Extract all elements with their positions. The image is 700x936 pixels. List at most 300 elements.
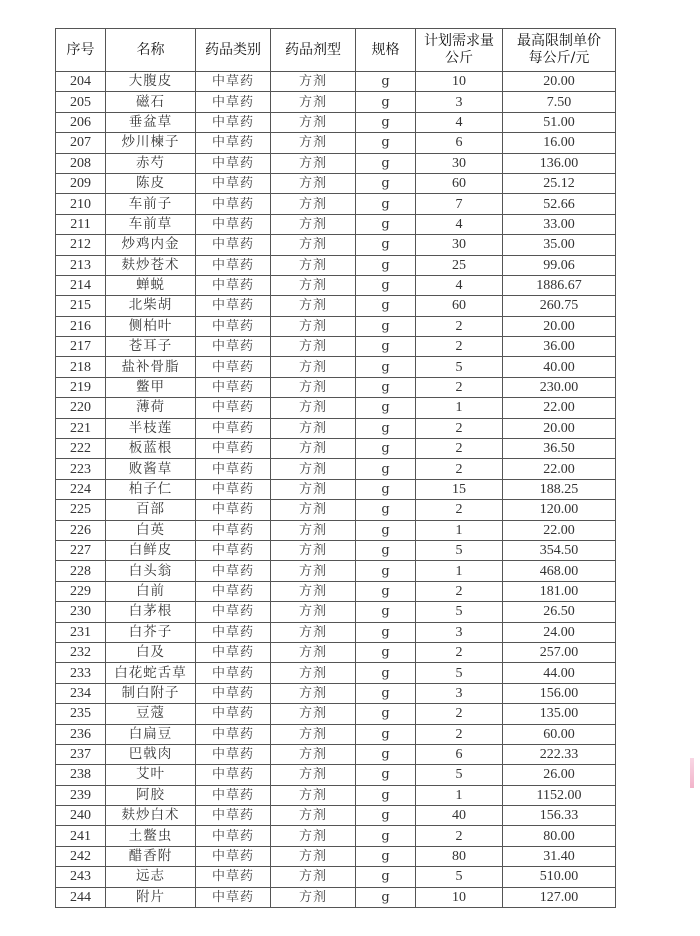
cell-max-price: 230.00 [503,377,616,397]
cell-dosage-form: 方剂 [271,622,356,642]
cell-spec: g [356,459,416,479]
cell-max-price: 31.40 [503,846,616,866]
cell-serial: 206 [56,112,106,132]
header-name [106,29,196,72]
cell-planned-quantity: 2 [416,826,503,846]
cell-planned-quantity: 4 [416,275,503,295]
cell-max-price: 354.50 [503,540,616,560]
cell-serial: 219 [56,377,106,397]
cell-name: 败酱草 [106,459,196,479]
cell-planned-quantity: 7 [416,194,503,214]
cell-name: 磁石 [106,92,196,112]
cell-spec: g [356,826,416,846]
cell-max-price: 135.00 [503,704,616,724]
cell-category: 中草药 [196,581,271,601]
table-row [56,724,616,744]
table-row [56,785,616,805]
cell-planned-quantity: 2 [416,439,503,459]
cell-category: 中草药 [196,214,271,234]
header-dosage-form-label: 药品剂型 [285,41,341,58]
cell-dosage-form: 方剂 [271,133,356,153]
cell-dosage-form: 方剂 [271,173,356,193]
cell-spec: g [356,602,416,622]
cell-dosage-form: 方剂 [271,724,356,744]
table-row [56,867,616,887]
table-row [56,72,616,92]
cell-serial: 217 [56,337,106,357]
table-row [56,214,616,234]
header-dosage-form [271,29,356,72]
cell-category: 中草药 [196,112,271,132]
cell-max-price: 468.00 [503,561,616,581]
cell-serial: 243 [56,867,106,887]
cell-dosage-form: 方剂 [271,826,356,846]
cell-name: 炒川楝子 [106,133,196,153]
cell-dosage-form: 方剂 [271,214,356,234]
cell-name: 制白附子 [106,683,196,703]
cell-name: 车前草 [106,214,196,234]
header-planned-quantity [416,29,503,72]
table-row [56,316,616,336]
cell-category: 中草药 [196,377,271,397]
cell-category: 中草药 [196,479,271,499]
cell-planned-quantity: 5 [416,765,503,785]
cell-planned-quantity: 25 [416,255,503,275]
cell-category: 中草药 [196,683,271,703]
cell-planned-quantity: 3 [416,92,503,112]
cell-category: 中草药 [196,133,271,153]
cell-name: 白芥子 [106,622,196,642]
cell-serial: 238 [56,765,106,785]
cell-serial: 224 [56,479,106,499]
cell-spec: g [356,72,416,92]
cell-name: 垂盆草 [106,112,196,132]
table-row [56,540,616,560]
cell-dosage-form: 方剂 [271,337,356,357]
cell-category: 中草药 [196,316,271,336]
cell-dosage-form: 方剂 [271,683,356,703]
cell-dosage-form: 方剂 [271,785,356,805]
cell-max-price: 40.00 [503,357,616,377]
cell-max-price: 60.00 [503,724,616,744]
cell-dosage-form: 方剂 [271,744,356,764]
cell-serial: 226 [56,520,106,540]
table-row [56,704,616,724]
table-row [56,887,616,907]
table-row [56,602,616,622]
header-max-price-line1: 最高限制单价 [517,33,601,49]
cell-serial: 220 [56,398,106,418]
cell-category: 中草药 [196,867,271,887]
cell-serial: 233 [56,663,106,683]
table-row [56,153,616,173]
cell-max-price: 181.00 [503,581,616,601]
header-serial-label: 序号 [66,41,95,58]
cell-spec: g [356,540,416,560]
cell-name: 远志 [106,867,196,887]
table-row [56,92,616,112]
cell-planned-quantity: 2 [416,500,503,520]
cell-max-price: 36.00 [503,337,616,357]
cell-serial: 241 [56,826,106,846]
cell-category: 中草药 [196,439,271,459]
cell-planned-quantity: 2 [416,377,503,397]
cell-serial: 237 [56,744,106,764]
cell-spec: g [356,785,416,805]
cell-planned-quantity: 4 [416,214,503,234]
cell-serial: 205 [56,92,106,112]
cell-category: 中草药 [196,92,271,112]
cell-category: 中草药 [196,459,271,479]
table-row [56,500,616,520]
cell-spec: g [356,642,416,662]
cell-spec: g [356,255,416,275]
cell-planned-quantity: 4 [416,112,503,132]
table-row [56,846,616,866]
cell-name: 艾叶 [106,765,196,785]
cell-planned-quantity: 5 [416,602,503,622]
header-max-price-line2: 每公斤/元 [528,50,590,66]
cell-name: 侧柏叶 [106,316,196,336]
cell-name: 麸炒苍术 [106,255,196,275]
table-row [56,622,616,642]
cell-name: 麸炒白术 [106,806,196,826]
cell-category: 中草药 [196,418,271,438]
cell-max-price: 22.00 [503,398,616,418]
cell-category: 中草药 [196,275,271,295]
cell-max-price: 222.33 [503,744,616,764]
cell-serial: 242 [56,846,106,866]
cell-dosage-form: 方剂 [271,377,356,397]
cell-category: 中草药 [196,663,271,683]
cell-max-price: 35.00 [503,235,616,255]
cell-spec: g [356,357,416,377]
cell-dosage-form: 方剂 [271,357,356,377]
cell-spec: g [356,765,416,785]
cell-spec: g [356,806,416,826]
cell-planned-quantity: 2 [416,459,503,479]
cell-max-price: 51.00 [503,112,616,132]
cell-max-price: 7.50 [503,92,616,112]
cell-serial: 216 [56,316,106,336]
table-row [56,296,616,316]
cell-name: 阿胶 [106,785,196,805]
cell-name: 苍耳子 [106,337,196,357]
cell-spec: g [356,663,416,683]
cell-serial: 204 [56,72,106,92]
cell-max-price: 156.00 [503,683,616,703]
cell-serial: 218 [56,357,106,377]
cell-spec: g [356,724,416,744]
cell-max-price: 16.00 [503,133,616,153]
cell-spec: g [356,418,416,438]
cell-spec: g [356,92,416,112]
cell-max-price: 510.00 [503,867,616,887]
cell-category: 中草药 [196,704,271,724]
table-row [56,357,616,377]
cell-serial: 207 [56,133,106,153]
cell-planned-quantity: 5 [416,540,503,560]
cell-planned-quantity: 2 [416,418,503,438]
cell-spec: g [356,500,416,520]
cell-planned-quantity: 60 [416,173,503,193]
cell-dosage-form: 方剂 [271,704,356,724]
cell-dosage-form: 方剂 [271,439,356,459]
table-row [56,255,616,275]
cell-serial: 221 [56,418,106,438]
cell-dosage-form: 方剂 [271,296,356,316]
cell-planned-quantity: 3 [416,683,503,703]
cell-name: 巴戟肉 [106,744,196,764]
table-row [56,418,616,438]
table-row [56,173,616,193]
cell-max-price: 80.00 [503,826,616,846]
table-row [56,459,616,479]
cell-dosage-form: 方剂 [271,765,356,785]
cell-category: 中草药 [196,826,271,846]
cell-dosage-form: 方剂 [271,887,356,907]
cell-category: 中草药 [196,72,271,92]
cell-dosage-form: 方剂 [271,540,356,560]
cell-spec: g [356,112,416,132]
table-row [56,581,616,601]
table-header-row [56,29,616,72]
cell-max-price: 127.00 [503,887,616,907]
table-row [56,337,616,357]
cell-max-price: 36.50 [503,439,616,459]
cell-category: 中草药 [196,846,271,866]
table-row [56,765,616,785]
cell-spec: g [356,479,416,499]
cell-spec: g [356,275,416,295]
cell-category: 中草药 [196,602,271,622]
cell-max-price: 26.50 [503,602,616,622]
cell-max-price: 257.00 [503,642,616,662]
cell-name: 鳖甲 [106,377,196,397]
cell-category: 中草药 [196,255,271,275]
cell-planned-quantity: 2 [416,316,503,336]
cell-name: 白及 [106,642,196,662]
cell-category: 中草药 [196,337,271,357]
cell-dosage-form: 方剂 [271,806,356,826]
cell-planned-quantity: 2 [416,581,503,601]
header-planned-quantity-line2: 公斤 [445,50,473,66]
cell-max-price: 99.06 [503,255,616,275]
cell-category: 中草药 [196,398,271,418]
cell-planned-quantity: 30 [416,153,503,173]
cell-max-price: 33.00 [503,214,616,234]
cell-serial: 213 [56,255,106,275]
cell-serial: 210 [56,194,106,214]
table-row [56,520,616,540]
cell-max-price: 22.00 [503,459,616,479]
table-row [56,663,616,683]
cell-name: 附片 [106,887,196,907]
cell-planned-quantity: 2 [416,337,503,357]
table-row [56,561,616,581]
cell-planned-quantity: 5 [416,867,503,887]
table-row [56,133,616,153]
table-body [56,72,616,908]
cell-max-price: 52.66 [503,194,616,214]
cell-planned-quantity: 2 [416,642,503,662]
cell-dosage-form: 方剂 [271,846,356,866]
cell-spec: g [356,439,416,459]
cell-dosage-form: 方剂 [271,235,356,255]
cell-planned-quantity: 1 [416,398,503,418]
cell-serial: 230 [56,602,106,622]
cell-name: 白前 [106,581,196,601]
cell-category: 中草药 [196,520,271,540]
header-serial [56,29,106,72]
cell-serial: 236 [56,724,106,744]
cell-spec: g [356,194,416,214]
cell-serial: 235 [56,704,106,724]
header-category [196,29,271,72]
cell-planned-quantity: 2 [416,704,503,724]
cell-spec: g [356,133,416,153]
cell-spec: g [356,173,416,193]
cell-spec: g [356,683,416,703]
cell-max-price: 120.00 [503,500,616,520]
cell-spec: g [356,561,416,581]
table-row [56,377,616,397]
cell-dosage-form: 方剂 [271,418,356,438]
cell-name: 薄荷 [106,398,196,418]
cell-spec: g [356,153,416,173]
cell-dosage-form: 方剂 [271,867,356,887]
cell-name: 蝉蜕 [106,275,196,295]
cell-spec: g [356,622,416,642]
cell-max-price: 156.33 [503,806,616,826]
cell-serial: 228 [56,561,106,581]
table-row [56,439,616,459]
cell-dosage-form: 方剂 [271,92,356,112]
cell-category: 中草药 [196,153,271,173]
cell-planned-quantity: 60 [416,296,503,316]
cell-category: 中草药 [196,642,271,662]
cell-dosage-form: 方剂 [271,112,356,132]
cell-category: 中草药 [196,296,271,316]
cell-planned-quantity: 6 [416,744,503,764]
cell-max-price: 25.12 [503,173,616,193]
cell-max-price: 20.00 [503,72,616,92]
table-row [56,112,616,132]
cell-serial: 240 [56,806,106,826]
cell-dosage-form: 方剂 [271,194,356,214]
cell-max-price: 22.00 [503,520,616,540]
cell-planned-quantity: 40 [416,806,503,826]
table-row [56,826,616,846]
cell-name: 豆蔻 [106,704,196,724]
cell-spec: g [356,581,416,601]
cell-serial: 223 [56,459,106,479]
cell-dosage-form: 方剂 [271,663,356,683]
cell-spec: g [356,316,416,336]
cell-name: 土鳖虫 [106,826,196,846]
cell-category: 中草药 [196,357,271,377]
red-stamp-edge-mark [690,758,694,788]
cell-category: 中草药 [196,765,271,785]
cell-max-price: 20.00 [503,418,616,438]
cell-name: 白花蛇舌草 [106,663,196,683]
cell-category: 中草药 [196,724,271,744]
drug-price-table [55,28,616,908]
cell-spec: g [356,398,416,418]
cell-serial: 244 [56,887,106,907]
table-row [56,744,616,764]
cell-spec: g [356,235,416,255]
cell-serial: 231 [56,622,106,642]
cell-spec: g [356,337,416,357]
cell-serial: 227 [56,540,106,560]
cell-dosage-form: 方剂 [271,316,356,336]
cell-planned-quantity: 3 [416,622,503,642]
cell-max-price: 1886.67 [503,275,616,295]
cell-category: 中草药 [196,806,271,826]
cell-name: 醋香附 [106,846,196,866]
cell-name: 陈皮 [106,173,196,193]
cell-dosage-form: 方剂 [271,275,356,295]
cell-spec: g [356,214,416,234]
table-row [56,398,616,418]
cell-serial: 232 [56,642,106,662]
cell-category: 中草药 [196,500,271,520]
cell-name: 盐补骨脂 [106,357,196,377]
table-row [56,235,616,255]
cell-planned-quantity: 1 [416,520,503,540]
cell-dosage-form: 方剂 [271,72,356,92]
cell-spec: g [356,744,416,764]
cell-name: 赤芍 [106,153,196,173]
cell-dosage-form: 方剂 [271,602,356,622]
cell-category: 中草药 [196,744,271,764]
cell-max-price: 44.00 [503,663,616,683]
cell-serial: 229 [56,581,106,601]
cell-max-price: 24.00 [503,622,616,642]
table-row [56,479,616,499]
cell-serial: 209 [56,173,106,193]
cell-name: 半枝莲 [106,418,196,438]
table-row [56,642,616,662]
header-spec-label: 规格 [371,41,400,58]
cell-dosage-form: 方剂 [271,581,356,601]
cell-planned-quantity: 1 [416,561,503,581]
cell-category: 中草药 [196,561,271,581]
cell-category: 中草药 [196,194,271,214]
cell-dosage-form: 方剂 [271,642,356,662]
cell-max-price: 20.00 [503,316,616,336]
cell-name: 北柴胡 [106,296,196,316]
cell-dosage-form: 方剂 [271,153,356,173]
header-name-label: 名称 [136,41,165,58]
cell-planned-quantity: 2 [416,724,503,744]
cell-dosage-form: 方剂 [271,520,356,540]
cell-name: 大腹皮 [106,72,196,92]
cell-name: 车前子 [106,194,196,214]
cell-name: 白茅根 [106,602,196,622]
cell-max-price: 188.25 [503,479,616,499]
cell-spec: g [356,846,416,866]
cell-dosage-form: 方剂 [271,500,356,520]
cell-planned-quantity: 15 [416,479,503,499]
cell-serial: 215 [56,296,106,316]
cell-planned-quantity: 6 [416,133,503,153]
cell-dosage-form: 方剂 [271,398,356,418]
cell-name: 白鲜皮 [106,540,196,560]
cell-max-price: 26.00 [503,765,616,785]
header-category-label: 药品类别 [205,41,261,58]
